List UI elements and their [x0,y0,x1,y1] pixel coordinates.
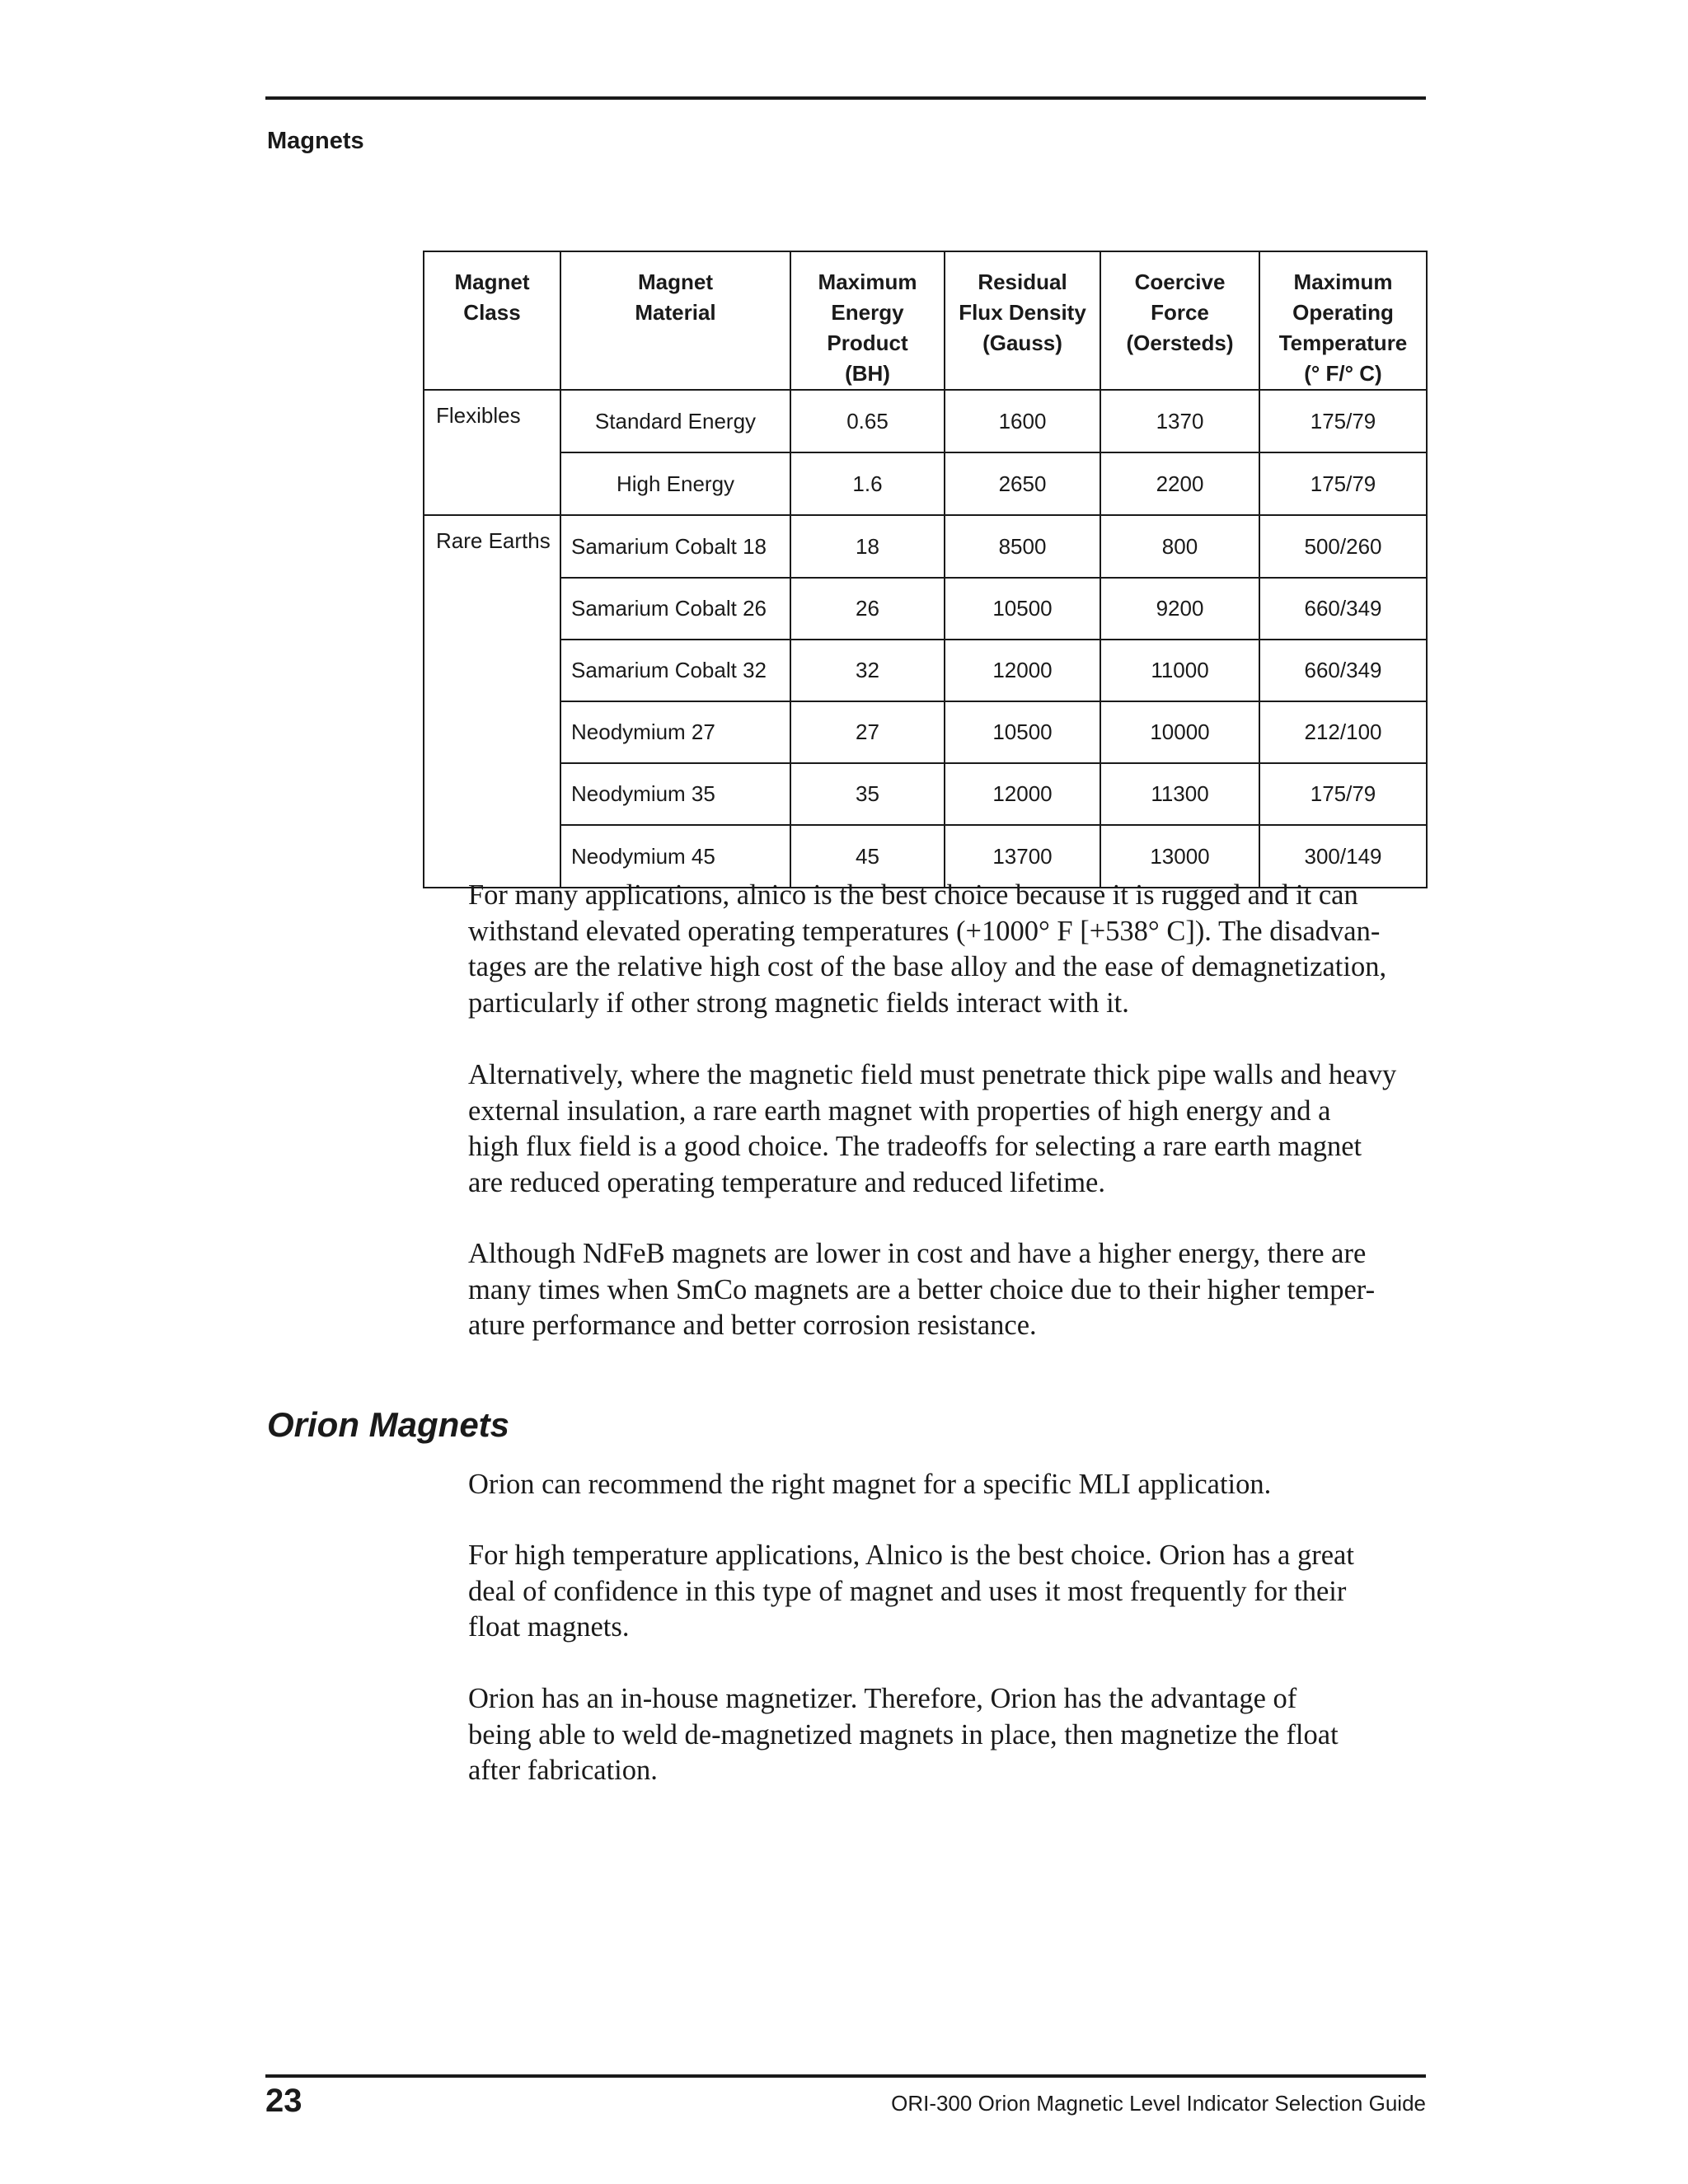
section-title: Magnets [267,128,364,154]
cell-coercive: 11000 [1100,640,1259,701]
header-magnet-class: Magnet Class [424,251,560,390]
cell-temperature: 212/100 [1259,701,1427,763]
cell-material: Samarium Cobalt 26 [560,578,790,640]
cell-material: Samarium Cobalt 32 [560,640,790,701]
cell-coercive: 800 [1100,515,1259,578]
cell-class: Rare Earths [424,515,560,578]
cell-temperature: 175/79 [1259,452,1427,515]
cell-energy: 32 [790,640,945,701]
header-max-operating-temperature: Maximum Operating Temperature (° F/° C) [1259,251,1427,390]
table-row [424,640,1427,701]
paragraph-ndfeb-smco: Although NdFeB magnets are lower in cost and have a higher energy, there are many times when SmCo magnets are a better choice due to their higher temper- ature performance and better corrosion resistance. [468,1238,1376,1341]
cell-coercive: 13000 [1100,825,1259,888]
table-header-row [424,251,1427,390]
cell-material: Standard Energy [560,390,790,452]
cell-temperature: 660/349 [1259,640,1427,701]
cell-coercive: 1370 [1100,390,1259,452]
cell-energy: 35 [790,763,945,825]
cell-temperature: 300/149 [1259,825,1427,888]
footer-rule [265,2074,1426,2078]
cell-flux: 10500 [945,701,1100,763]
cell-energy: 18 [790,515,945,578]
paragraph-rare-earth: Alternatively, where the magnetic field must penetrate thick pipe walls and heavy external insulation, a rare earth magnet with properties of high energy and a high flux field is a good choice. The tradeoffs for selecting a rare earth magnet are reduced operating temperature and reduced lifetime. [468,1059,1397,1198]
cell-energy: 45 [790,825,945,888]
header-magnet-material: Magnet Material [560,251,790,390]
paragraph-orion-recommend: Orion can recommend the right magnet for a specific MLI application. [468,1469,1272,1500]
cell-coercive: 9200 [1100,578,1259,640]
cell-material: Neodymium 35 [560,763,790,825]
cell-coercive: 10000 [1100,701,1259,763]
table-row [424,701,1427,763]
cell-material: Neodymium 27 [560,701,790,763]
cell-energy: 26 [790,578,945,640]
cell-energy: 27 [790,701,945,763]
cell-flux: 1600 [945,390,1100,452]
cell-flux: 12000 [945,640,1100,701]
footer-document-title: ORI-300 Orion Magnetic Level Indicator Selection Guide [891,2091,1426,2116]
paragraph-alnico: For many applications, alnico is the best choice because it is rugged and it can withstand elevated operating temperatures (+1000° F [+538° C]). The disadvan- tages are the relative high cost of the base alloy and the ease of demagnetization, particularly if other strong magnetic fields interact with it. [468,879,1387,1019]
cell-temperature: 175/79 [1259,390,1427,452]
cell-energy: 1.6 [790,452,945,515]
cell-flux: 10500 [945,578,1100,640]
paragraph-orion-alnico: For high temperature applications, Alnico is the best choice. Orion has a great deal of confidence in this type of magnet and uses it most frequently for their float magnets. [468,1540,1354,1643]
cell-flux: 13700 [945,825,1100,888]
page-number: 23 [265,2083,302,2119]
cell-class [424,640,560,701]
cell-class [424,578,560,640]
magnet-properties-table [423,251,1428,888]
cell-material: Samarium Cobalt 18 [560,515,790,578]
cell-material: Neodymium 45 [560,825,790,888]
cell-material: High Energy [560,452,790,515]
header-rule [265,96,1426,100]
cell-class: Flexibles [424,390,560,452]
table-row [424,763,1427,825]
cell-coercive: 11300 [1100,763,1259,825]
table-row [424,515,1427,578]
cell-class [424,452,560,515]
cell-flux: 8500 [945,515,1100,578]
paragraph-orion-magnetizer: Orion has an in-house magnetizer. Therefore, Orion has the advantage of being able to weld de-magnetized magnets in place, then magnetize the float after fabrication. [468,1683,1339,1786]
table-row [424,390,1427,452]
cell-class [424,763,560,825]
header-residual-flux-density: Residual Flux Density (Gauss) [945,251,1100,390]
cell-flux: 12000 [945,763,1100,825]
cell-energy: 0.65 [790,390,945,452]
table-row [424,452,1427,515]
cell-temperature: 660/349 [1259,578,1427,640]
cell-flux: 2650 [945,452,1100,515]
header-coercive-force: Coercive Force (Oersteds) [1100,251,1259,390]
header-max-energy-product: Maximum Energy Product (BH) [790,251,945,390]
table-row [424,578,1427,640]
cell-coercive: 2200 [1100,452,1259,515]
orion-magnets-heading: Orion Magnets [267,1405,510,1444]
cell-temperature: 500/260 [1259,515,1427,578]
cell-class [424,701,560,763]
cell-temperature: 175/79 [1259,763,1427,825]
